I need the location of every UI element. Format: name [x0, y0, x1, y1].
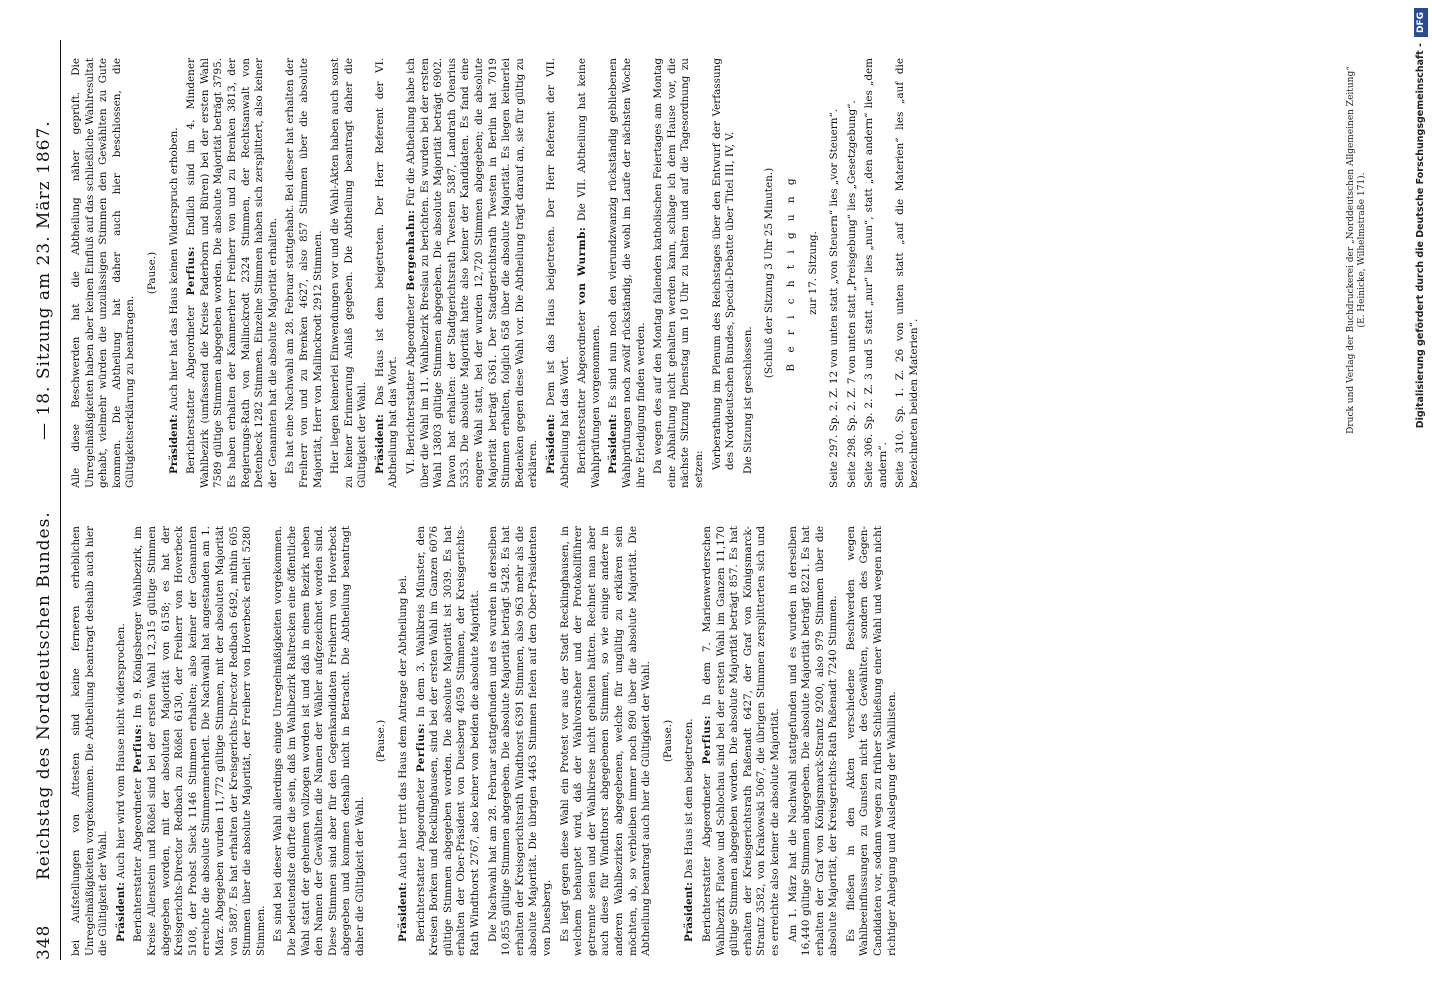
- paragraph: [405, 58, 541, 488]
- speaker-name: Perfius:: [700, 715, 713, 765]
- paragraph: Die Sitzung ist geschlossen.: [741, 326, 754, 474]
- speaker-label: Präsident:: [373, 414, 386, 474]
- speaker-label: Präsident:: [167, 414, 180, 474]
- right-column: [70, 58, 1340, 488]
- running-title-left: Reichstag des Norddeutschen Bundes.: [34, 511, 54, 880]
- paragraph: [415, 526, 483, 956]
- paragraph: Es fließen in den Akten verschiedene Beschwerden wegen Wahlbeeinflussungen zu Gunsten nicht des Gewählten, sondern des Gegen-Candidaten vor, sodann wegen zu früher Schließung einer Wahl und wegen nicht richtiger Anlegung und Auslegung der Wahllisten.: [844, 526, 898, 956]
- speaker-label: Präsident:: [397, 882, 410, 942]
- speaker-role: Berichterstatter Abgeordneter: [414, 778, 427, 942]
- page-number: 348: [34, 924, 54, 960]
- speech-text: Auch hier wird vom Hause nicht widersprochen.: [114, 623, 127, 879]
- paragraph: Am 1. März hat die Nachwahl stattgefunden und es wurden in derselben 16,440 gültige Stimmen abgegeben. Die absolute Majorität beträgt 8221. Es hat erhalten der Graf von Königsmarck-Strantz 9200, also 979 Stimmen über die absolute Majorität, der Kreisgerichts-Rath Paßenadt 7240 Stimmen.: [786, 526, 840, 956]
- paragraph: Es sind bei dieser Wahl allerdings einige Unregelmäßigkeiten vorgekommen. Die bedeutendste dürfte die sein, daß im Wahlbezirk Raltrecken eine öffentliche Wahl statt der geheimen vollzogen worden ist und daß in einem Bezirk neben den Namen der Gewählten die Namen der Wähler aufgezeichnet worden sind. Diese Stimmen sind aber für den Gegenkandidaten Freiherrn von Hoverbeck abgegeben und kommen deshalb nicht in Betracht. Die Abtheilung beantragt daher die Gültigkeit der Wahl.: [272, 526, 366, 956]
- paragraph: [374, 58, 401, 488]
- paragraph: [168, 58, 182, 488]
- speech-text: Auch hier hat das Haus keinen Widerspruch erhoben.: [167, 127, 180, 411]
- pause-note: (Pause.): [375, 719, 388, 763]
- speech-text: Dem ist das Haus beigetreten. Der Herr Referent der VII. Abtheilung hat das Wort.: [545, 58, 571, 488]
- speaker-role: Berichterstatter Abgeordneter: [185, 305, 198, 474]
- corrigendum-title: B e r i c h t i g u n g: [784, 174, 797, 372]
- paragraph: [607, 58, 648, 488]
- speech-text: Die VII. Abtheilung hat keine Wahlprüfungen vorgenommen.: [576, 58, 602, 488]
- running-title-right: — 18. Sitzung am 23. März 1867.: [34, 120, 54, 440]
- speech-text: Es sind nun noch den vierundzwanzig rückständig gebliebenen Wahlprüfungen noch zwölf rückständig, die wohl im Laufe der nächsten Woche ihre Erledigung finden werden.: [607, 58, 647, 488]
- corrigendum-item: Seite 310. Sp. 1. Z. 26 von unten statt „auf die Materien“ lies „auf die bezeichneten beiden Materien“.: [894, 58, 921, 488]
- pause-note: (Pause.): [145, 251, 158, 295]
- speaker-label: Präsident:: [545, 414, 557, 474]
- speaker-role: Berichterstatter Abgeordneter: [576, 310, 589, 474]
- speech-text: In dem 3. Wahlkreis Münster, den Kreisen Borken und Recklinghausen, sind bei der ersten Wahl im Ganzen 6076 gültige Stimmen abgegeben worden. Die absolute Majorität ist 3039. Es hat erhalten der Ober-Präsident von Duesberg 4059 Stimmen, der Kreisgerichts-Rath Windthorst 2767, also keiner von beiden die absolute Majorität.: [414, 526, 482, 956]
- paragraph: Die Nachwahl hat am 28. Februar stattgefunden und es wurden in derselben 10,855 gültige Stimmen abgegeben. Die absolute Majorität beträgt 5428. Es hat erhalten der Kreisgerichtsrath Windthorst 6391 Stimmen, also 963 mehr als die absolute Majorität. Die übrigen 4463 Stimmen fielen auf den Ober-Präsidenten von Duesberg.: [486, 526, 553, 956]
- speaker-label: Präsident:: [607, 414, 620, 474]
- dfg-logo: DFG: [1414, 8, 1428, 37]
- left-column: [70, 526, 1340, 956]
- speaker-name: Perfius:: [132, 723, 145, 774]
- paragraph: Es hat eine Nachwahl am 28. Februar stattgehabt. Bei dieser hat erhalten der Freiherr von und zu Brenken 4627, also 857 Stimmen über die absolute Majorität, Herr von Mallinckrodt 2912 Stimmen.: [284, 58, 324, 488]
- paragraph: Alle diese Beschwerden hat die Abtheilung näher geprüft. Die Unregelmäßigkeiten haben aber keinen Einfluß auf das schließliche Wahlresultat gehabt, vielmehr würden die unzulässigen Stimmen den Gewählten zu Gute kommen. Die Abtheilung hat daher auch hier beschlossen, die Gültigkeitserklärung zu beantragen.: [70, 58, 137, 488]
- paragraph: [576, 58, 603, 488]
- paragraph: [132, 526, 268, 956]
- paragraph: [683, 526, 697, 956]
- speaker-label: Präsident:: [114, 882, 127, 942]
- corrigendum-item: Seite 297. Sp. 2. Z. 12 von unten statt „von Steuern“ lies „vor Steuern“.: [828, 108, 841, 488]
- speech-text: Endlich sind im 4. Mindener Wahlbezirk (umfassend die Kreise Paderborn und Büren) bei der ersten Wahl 7589 gültige Stimmen abgegeben worden. Die absolute Majorität beträgt 3795. Es haben erhalten der Kammerherr Freiherr von und zu Brenken 3813, der Regierungs-Rath von Mallinckrodt 2324 Stimmen, der Rechtsanwalt von Detenbeck 1282 Stimmen. Einzelne Stimmen haben sich zersplittert, also keiner der Genannten hat die absolute Majorität erhalten.: [185, 58, 279, 488]
- printer-imprint: Druck und Verlag der Buchdruckerei der „Norddeutschen Allgemeinen Zeitung“ (E. Heinicke, Wilhelmstraße 171).: [1346, 66, 1367, 434]
- speech-text: Im 9. Königsberger Wahlbezirk, im Kreise Allenstein und Rößel sind bei der ersten Wahl 12,315 gültige Stimmen abgegeben worden, mit der absoluten Majorität von 6158; es hat der Kreisgerichts-Director Redbach zu Rößel 6130, der Freiherr von Hoverbeck 5108, der Probst Sieck 1146 Stimmen erhalten; also keiner der Genannten erreichte die absolute Stimmenmehrheit. Die Nachwahl hat angestanden am 1. März. Abgegeben wurden 11,772 gültige Stimmen, mit der absoluten Majorität von 5887. Es hat erhalten der Kreisgerichts-Director Redbach 6492, mithin 605 Stimmen über die absolute Majorität, der Freiherr von Hoverbeck erhielt 5280 Stimmen.: [132, 526, 267, 956]
- paragraph: [701, 526, 783, 956]
- digitization-credit: [1410, 0, 1432, 1000]
- speaker-role: VI. Berichterstatter Abgeordneter: [405, 294, 418, 474]
- speech-text: In dem 7. Marienwerderschen Wahlbezirk Flatow und Schlochau sind bei der ersten Wahl im Ganzen 11,170 gültige Stimmen abgegeben worden. Die absolute Majorität beträgt 857. Es hat erhalten der Kreisgerichtsrath Paßenadt 6427, der Graf von Königsmarck-Strantz 3582, von Krakowski 5067, die übrigen Stimmen zersplitterten sich und es erreichte also keiner die absolute Majorität.: [700, 526, 781, 956]
- session-close-note: (Schluß der Sitzung 3 Uhr 25 Minuten.): [763, 167, 776, 379]
- speech-text: Für die Abtheilung habe ich über die Wahl im 11. Wahlbezirk Breslau zu berichten. Es wurden bei der ersten Wahl 13803 gültige Stimmen abgegeben. Die absolute Majorität beträgt 6902. Davon hat erhalten: der Stadtgerichtsrath Twesten 5387, Landrath Olearius 5353. Die absolute Majorität hatte also keiner der Kandidaten. Es fand eine engere Wahl statt, bei der wurden 12,720 Stimmen abgegeben; die absolute Majorität beträgt 6361. Der Stadtgerichtsrath Twesten in Berlin hat 7019 Stimmen erhalten, folglich 658 über die absolute Majorität. Es liegen keinerlei Bedenken gegen diese Wahl vor. Die Abtheilung trägt darauf an, sie für gültig zu erklären.: [405, 58, 540, 488]
- speaker-label: Präsident:: [683, 882, 696, 942]
- pause-note: (Pause.): [661, 719, 674, 763]
- paragraph: [545, 58, 572, 488]
- paragraph: [397, 526, 411, 956]
- page-header: [34, 40, 61, 960]
- digitization-credit-strip: [1410, 0, 1432, 1000]
- speaker-name: von Wurmb:: [576, 226, 589, 305]
- speech-text: Das Haus ist dem beigetreten. Der Herr Referent der VI. Abtheilung hat das Wort.: [373, 58, 400, 488]
- speaker-name: Perfius:: [185, 246, 198, 296]
- corrigendum-item: Seite 306. Sp. 2. Z. 3 und 5 statt „nur“ lies „nun“, statt „den andern“ lies „dem andern“.: [863, 58, 889, 488]
- paragraph: Es liegt gegen diese Wahl ein Protest vor aus der Stadt Recklinghausen, in welchem behauptet wird, daß der Wahlvorsteher und der Protokollführer getrennte seien und der Wahlkreise nicht gehalten hätten. Rechnet man aber auch diese für Windthorst abgegebenen Stimmen, so wie einige andere in anderen Wahlbezirken abgegebenen, welche für ungültig zu erklären sein möchten, ab, so verbleiben immer noch 890 über die absolute Majorität. Die Abtheilung beantragt auch hier die Gültigkeit der Wahl.: [558, 526, 653, 956]
- speaker-role: Berichterstatter Abgeordneter: [132, 778, 145, 942]
- speech-text: Auch hier tritt das Haus dem Antrage der Abtheilung bei.: [397, 574, 410, 879]
- corrigendum-item: Seite 298. Sp. 2. Z. 7 von unten statt „Preisgebung“ lies „Gesetzgebung“.: [845, 100, 858, 488]
- speech-text: Das Haus ist dem beigetreten.: [683, 718, 696, 879]
- paragraph: Hier liegen keinerlei Einwendungen vor und die Wahl-Akten haben auch sonst zu keiner Erinnerung Anlaß gegeben. Die Abtheilung beantragt daher die Gültigkeit der Wahl.: [329, 58, 369, 488]
- paragraph: Da wegen des auf den Montag fallenden katholischen Feiertages am Montag eine Abhaltung nicht gehalten werden kann, schlage ich dem Hause vor, die nächste Sitzung Dienstag um 10 Uhr zu halten und auf die Tagesordnung zu setzen:: [652, 58, 705, 488]
- speaker-role: Berichterstatter Abgeordneter: [700, 774, 713, 942]
- speaker-name: Perfius:: [414, 722, 427, 773]
- speaker-name: Bergenhahn:: [405, 209, 418, 291]
- paragraph: bei Aufstellungen von Attesten sind keine ferneren erheblichen Unregelmäßigkeiten vorgekommen. Die Abtheilung beantragt deshalb auch hier die Gültigkeit der Wahl.: [70, 526, 110, 956]
- credit-text: Digitalisierung gefördert durch die Deutsche Forschungsgemeinschaft -: [1415, 43, 1426, 429]
- paragraph: [115, 526, 129, 956]
- paragraph: [185, 58, 280, 488]
- corrigendum-subtitle: zur 17. Sitzung.: [806, 231, 819, 315]
- agenda-item: Vorberathung im Plenum des Reichstages über den Entwurf der Verfassung des Norddeutschen Bundes, Special-Debatte über Titel III, IV, V.: [710, 58, 737, 470]
